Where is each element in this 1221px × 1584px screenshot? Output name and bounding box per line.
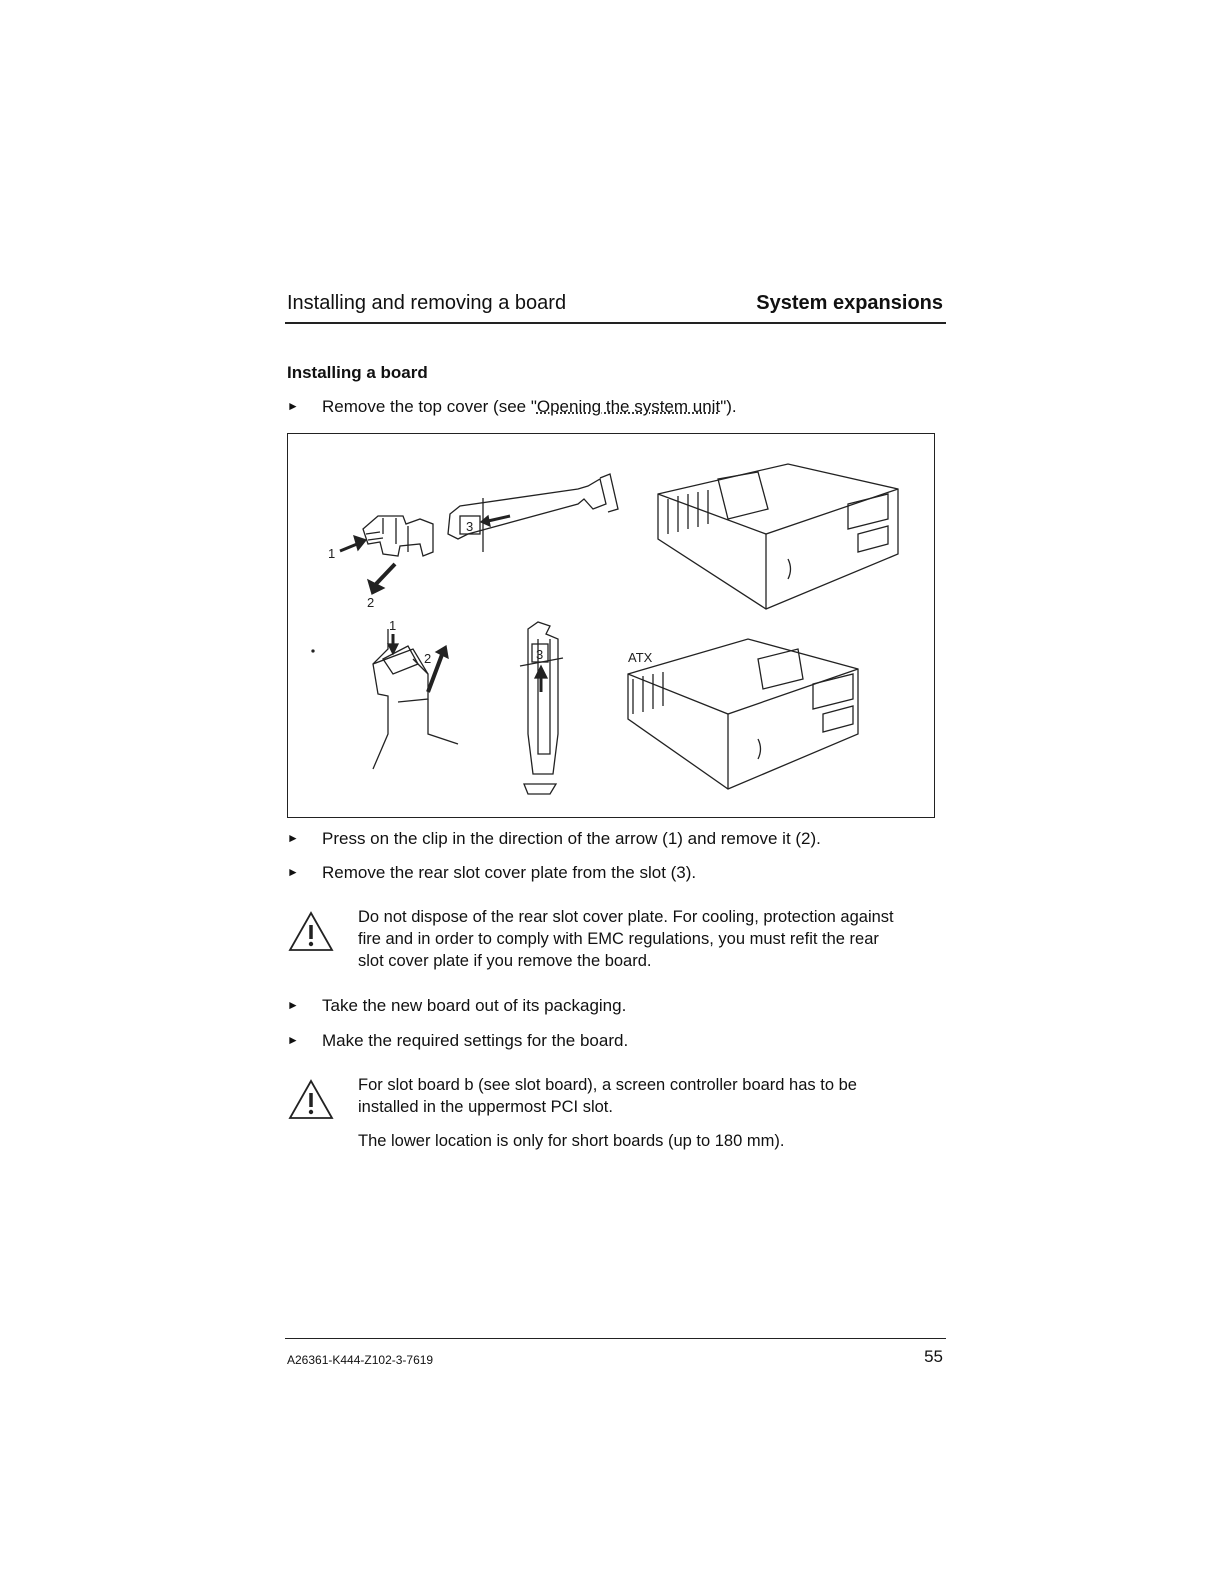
note-extra: The lower location is only for short boards (up to 180 mm). — [358, 1132, 785, 1150]
link-opening-system-unit[interactable]: Opening the system unit — [536, 397, 721, 416]
bullet-arrow-icon: ► — [287, 1033, 299, 1047]
note-line: fire and in order to comply with EMC regulations, you must refit the rear — [358, 930, 879, 948]
note-line: Do not dispose of the rear slot cover plate. For cooling, protection against — [358, 908, 894, 926]
step-press-clip — [287, 829, 821, 849]
step-text: Take the new board out of its packaging. — [322, 996, 627, 1015]
chassis-atx-illustration — [628, 639, 858, 789]
step-text-end: "). — [720, 397, 737, 416]
step-text: Make the required settings for the board. — [322, 1031, 629, 1050]
header-section-title: Installing and removing a board — [287, 292, 567, 314]
footer-doc-number: A26361-K444-Z102-3-7619 — [287, 1353, 434, 1367]
step-text: Remove the rear slot cover plate from the slot (3). — [322, 863, 697, 882]
step-text: Press on the clip in the direction of the arrow (1) and remove it (2). — [322, 829, 821, 848]
slot-cover-vertical — [520, 622, 563, 794]
bullet-arrow-icon: ► — [287, 399, 299, 413]
svg-text:1: 1 — [328, 546, 336, 561]
clip-removal-illustration — [328, 516, 433, 610]
header-chapter-title: System expansions — [756, 292, 943, 314]
svg-text:1: 1 — [389, 618, 397, 633]
board-installation-figure — [287, 433, 935, 818]
bullet-arrow-icon: ► — [287, 831, 299, 845]
chassis-top-illustration — [658, 464, 898, 609]
step-text: Remove the top cover (see " — [322, 397, 537, 416]
note-line: For slot board b (see slot board), a screen controller board has to be — [358, 1076, 857, 1094]
step-make-settings — [287, 1031, 628, 1051]
footer-rule — [285, 1338, 946, 1339]
svg-text:3: 3 — [536, 647, 544, 662]
bullet-arrow-icon: ► — [287, 998, 299, 1012]
header-rule — [285, 322, 946, 324]
warning-triangle-icon — [287, 910, 335, 954]
step-remove-top-cover — [287, 397, 737, 417]
svg-text:2: 2 — [424, 651, 432, 666]
step-remove-slot-cover — [287, 863, 696, 883]
caution-note-slot-cover — [287, 906, 947, 976]
svg-text:ATX: ATX — [628, 650, 653, 665]
bullet-arrow-icon: ► — [287, 865, 299, 879]
footer-page-number: 55 — [924, 1347, 943, 1366]
clip-detail-illustration — [312, 618, 458, 769]
slot-cover-horizontal — [448, 474, 618, 552]
warning-triangle-icon — [287, 1078, 335, 1122]
svg-text:2: 2 — [367, 595, 375, 610]
note-line: installed in the uppermost PCI slot. — [358, 1098, 613, 1116]
svg-text:3: 3 — [466, 519, 474, 534]
section-heading: Installing a board — [287, 363, 428, 382]
caution-note-slot-board — [287, 1074, 947, 1154]
step-take-new-board — [287, 996, 626, 1016]
note-line: slot cover plate if you remove the board. — [358, 952, 652, 970]
